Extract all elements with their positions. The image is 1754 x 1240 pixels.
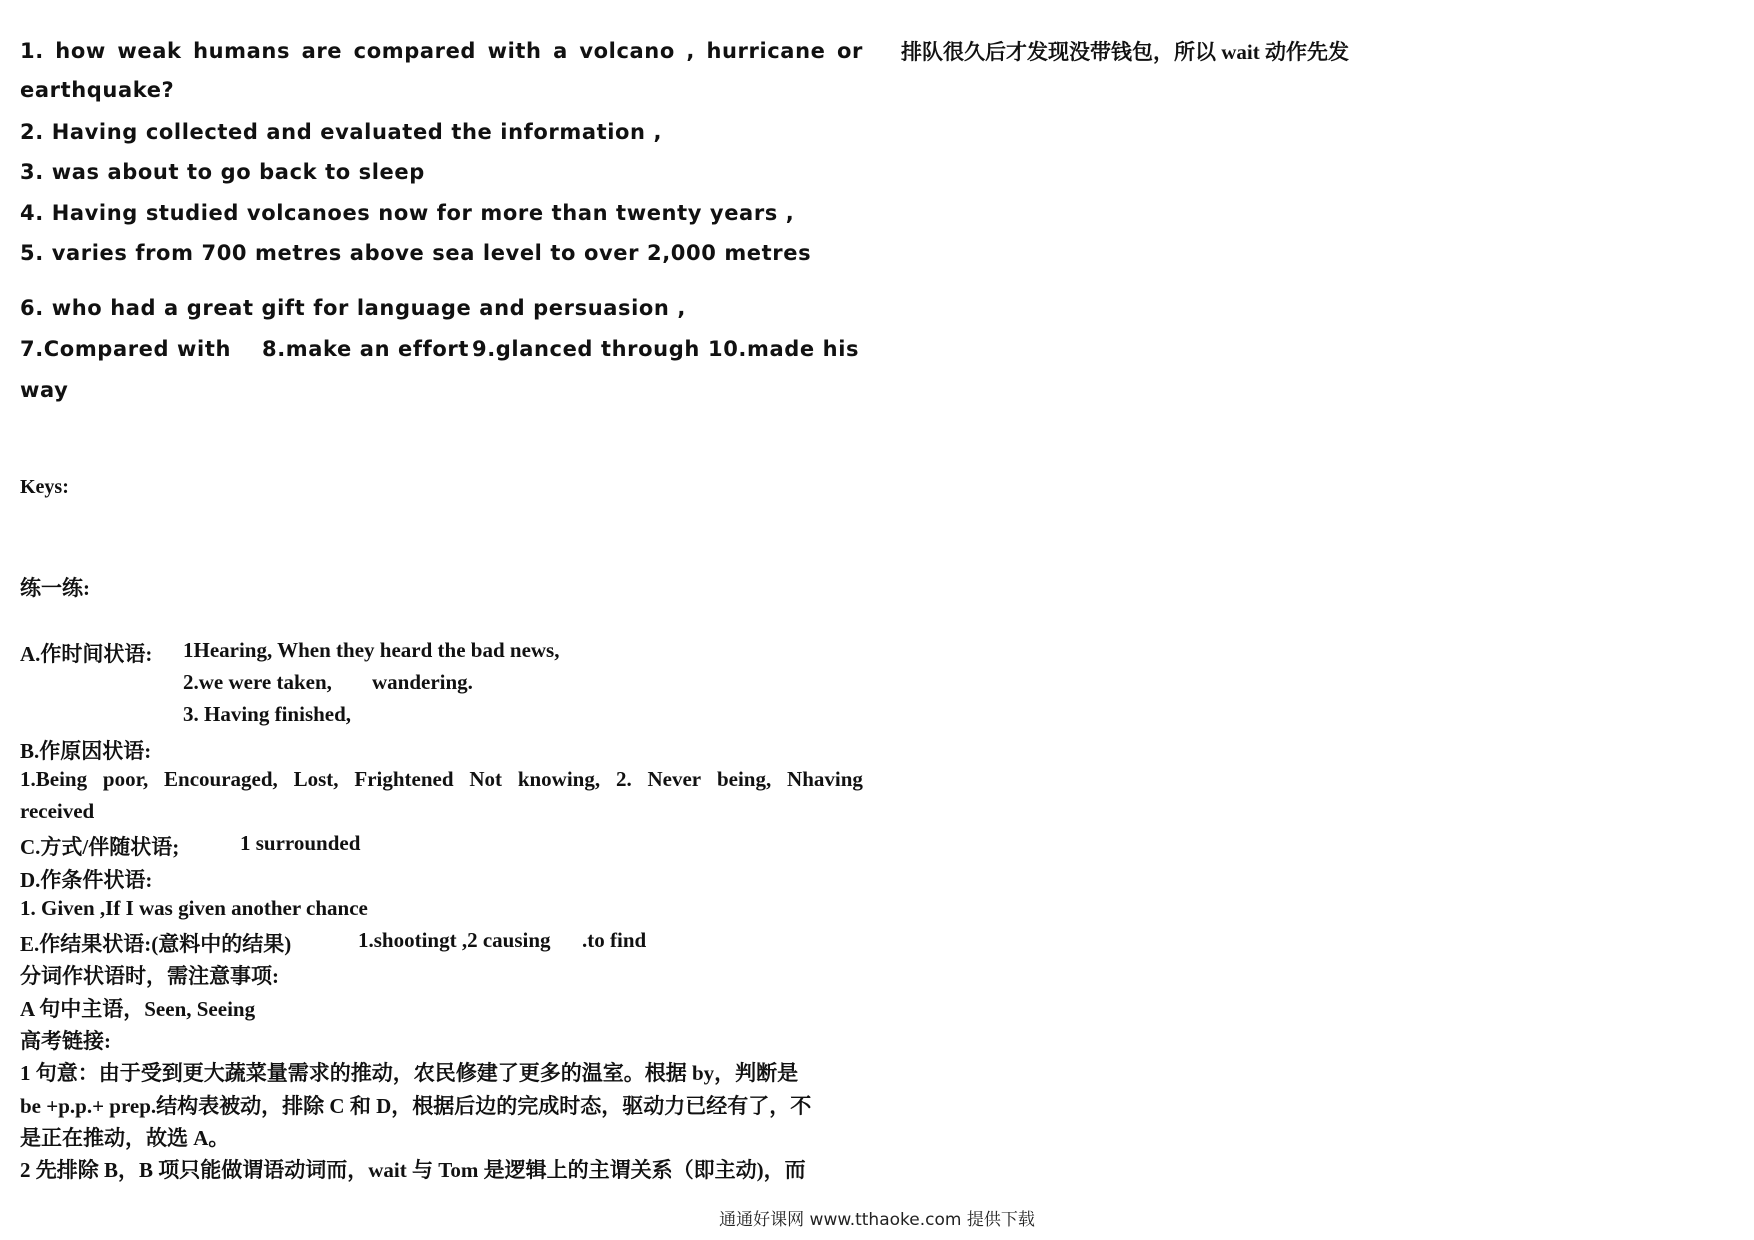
answer-2: 2. Having collected and evaluated the information , xyxy=(20,120,663,144)
answer-1-word: or xyxy=(836,39,863,63)
answer-5: 5. varies from 700 metres above sea level to over 2,000 metres xyxy=(20,241,812,265)
section-c-item-1: 1 surrounded xyxy=(240,831,361,855)
section-b-item-1-continued: received xyxy=(20,799,95,823)
section-e-item-2: .to find xyxy=(582,928,647,952)
section-a-item-1: 1Hearing, When they heard the bad news, xyxy=(183,638,560,662)
section-a-label: A.作时间状语: xyxy=(20,642,153,666)
section-e-label: E.作结果状语:(意料中的结果) xyxy=(20,932,292,956)
answer-1-word: volcano xyxy=(579,39,675,63)
gaokao-1-line-2: be +p.p.+ prep.结构表被动，排除 C 和 D，根据后边的完成时态，驱动力已经有了，不 xyxy=(20,1094,812,1118)
answer-3: 3. was about to go back to sleep xyxy=(20,160,425,184)
section-b-word: Encouraged, xyxy=(164,767,278,791)
section-b-word: poor, xyxy=(102,767,149,791)
answer-9: 9.glanced through xyxy=(472,337,700,361)
section-a-item-2: 2.we were taken, xyxy=(183,670,332,694)
answer-1-word: humans xyxy=(193,39,291,63)
section-c-label: C.方式/伴随状语; xyxy=(20,835,180,859)
answer-1-word: hurricane xyxy=(706,39,826,63)
right-column xyxy=(901,36,1721,66)
answer-1-word: with xyxy=(487,39,542,63)
section-b-word: knowing, xyxy=(517,767,601,791)
answer-7: 7.Compared with xyxy=(20,337,232,361)
gaokao-1-line-3: 是正在推动，故选 A。 xyxy=(20,1126,230,1150)
answer-10-continued: way xyxy=(20,378,69,402)
notes-title: 分词作状语时，需注意事项: xyxy=(20,964,279,988)
answer-1-word: how xyxy=(55,39,106,63)
gaokao-2-line-1: 2 先排除 B，B 项只能做谓语动词而，wait 与 Tom 是逻辑上的主谓关系（即主动)，而 xyxy=(20,1158,806,1182)
answer-1-line-1 xyxy=(20,39,863,63)
answer-10: 10.made his xyxy=(708,337,860,361)
right-column-text: 排队很久后才发现没带钱包，所以 wait 动作先发 xyxy=(901,40,1349,64)
gaokao-title: 高考链接: xyxy=(20,1029,111,1053)
answer-1-word: , xyxy=(686,39,695,63)
answer-8: 8.make an effort xyxy=(262,337,469,361)
section-a-item-3: 3. Having finished, xyxy=(183,702,352,726)
section-b-word: 1.Being xyxy=(20,767,88,791)
section-b-label: B.作原因状语: xyxy=(20,739,152,763)
section-b-word: 2. xyxy=(615,767,632,791)
practice-title: 练一练: xyxy=(20,576,90,600)
section-a-item-2b: wandering. xyxy=(372,670,473,694)
answer-6: 6. who had a great gift for language and persuasion , xyxy=(20,296,686,320)
answer-1-word: a xyxy=(553,39,568,63)
section-b-item-1 xyxy=(20,767,863,792)
section-b-word: being, xyxy=(716,767,772,791)
answer-1-word: are xyxy=(301,39,343,63)
section-b-word: Not xyxy=(469,767,503,791)
answer-1-line-2: earthquake? xyxy=(20,78,175,102)
section-b-word: Lost, xyxy=(293,767,339,791)
answer-1-word: 1. xyxy=(20,39,44,63)
keys-label: Keys: xyxy=(20,476,69,498)
section-d-item-1: 1. Given ,If I was given another chance xyxy=(20,896,368,920)
answer-1-word: compared xyxy=(353,39,477,63)
notes-item-a: A 句中主语，Seen, Seeing xyxy=(20,997,256,1021)
answer-4: 4. Having studied volcanoes now for more than twenty years , xyxy=(20,201,795,225)
section-e-item-1: 1.shootingt ,2 causing xyxy=(358,928,551,952)
gaokao-1-line-1: 1 句意：由于受到更大蔬菜量需求的推动，农民修建了更多的温室。根据 by，判断是 xyxy=(20,1061,799,1085)
section-b-word: Frightened xyxy=(354,767,454,791)
section-b-word: Never xyxy=(647,767,702,791)
footer-credit: 通通好课网 www.tthaoke.com 提供下载 xyxy=(719,1210,1035,1230)
answer-1-word: weak xyxy=(117,39,182,63)
section-b-word: Nhaving xyxy=(787,767,863,791)
section-d-label: D.作条件状语: xyxy=(20,868,153,892)
